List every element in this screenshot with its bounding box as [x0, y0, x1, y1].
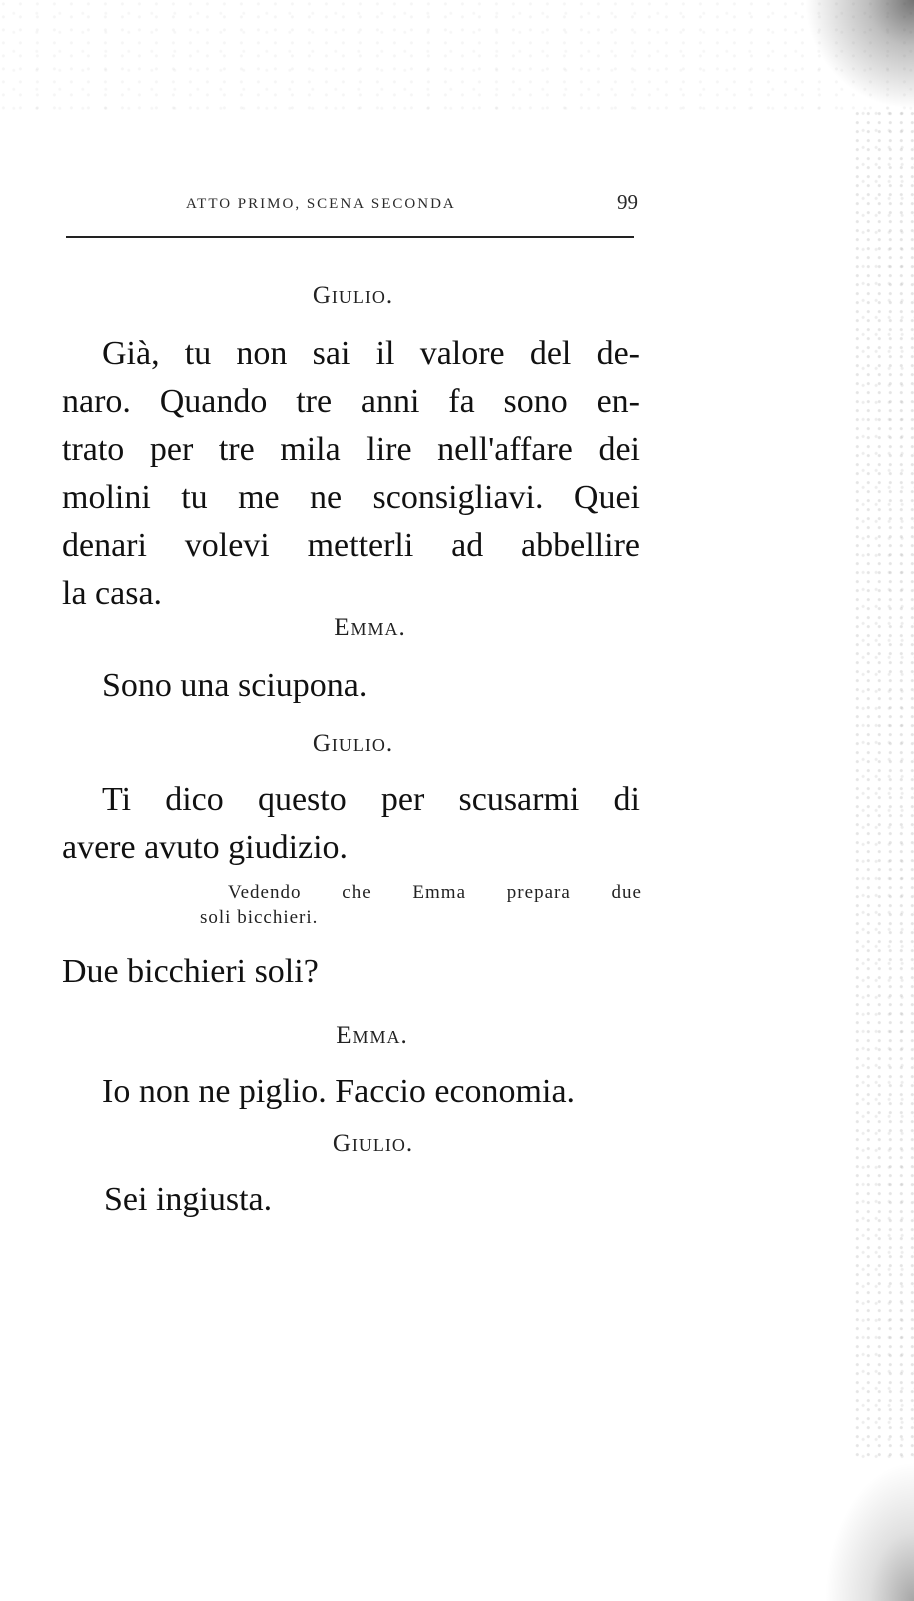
- speaker-name: Giulio.: [312, 282, 394, 309]
- speech-paragraph: Sei ingiusta.: [104, 1181, 273, 1218]
- speaker-name: Emma.: [336, 1022, 408, 1049]
- speech-line: Già, tu non sai il valore del de-: [102, 335, 640, 372]
- speech-line: avere avuto giudizio.: [62, 829, 349, 866]
- paper-stain-bottom-right: [824, 1461, 914, 1601]
- speech-line: Ti dico questo per scusarmi di: [102, 781, 640, 818]
- speech-line: naro. Quando tre anni fa sono en-: [62, 383, 640, 420]
- speech-line: denari volevi metterli ad abbellire: [62, 527, 640, 564]
- speech-paragraph: [62, 776, 640, 872]
- speaker-name: Giulio.: [312, 730, 394, 757]
- paper-speckle-right: [854, 110, 914, 1460]
- stage-line: Vedendo che Emma prepara due: [228, 882, 642, 903]
- speech-paragraph: Sono una sciupona.: [102, 667, 368, 704]
- paper-speckle-top: [0, 0, 914, 110]
- speech-line: la casa.: [62, 575, 163, 612]
- speaker-name: Emma.: [334, 614, 406, 641]
- paper-stain-top-right: [804, 0, 914, 110]
- running-head: ATTO PRIMO, SCENA SECONDA: [186, 196, 456, 212]
- stage-line: soli bicchieri.: [200, 907, 319, 928]
- page-number: 99: [617, 190, 638, 214]
- speech-line: molini tu me ne sconsigliavi. Quei: [62, 479, 640, 516]
- speech-paragraph: [62, 330, 640, 618]
- speech-paragraph: Io non ne piglio. Faccio economia.: [102, 1073, 576, 1110]
- stage-direction: [200, 880, 642, 930]
- page-header: [66, 190, 640, 220]
- speech-line: trato per tre mila lire nell'affare dei: [62, 431, 640, 468]
- header-rule: [66, 236, 634, 238]
- speech-paragraph: Due bicchieri soli?: [62, 953, 319, 990]
- speaker-name: Giulio.: [332, 1130, 414, 1157]
